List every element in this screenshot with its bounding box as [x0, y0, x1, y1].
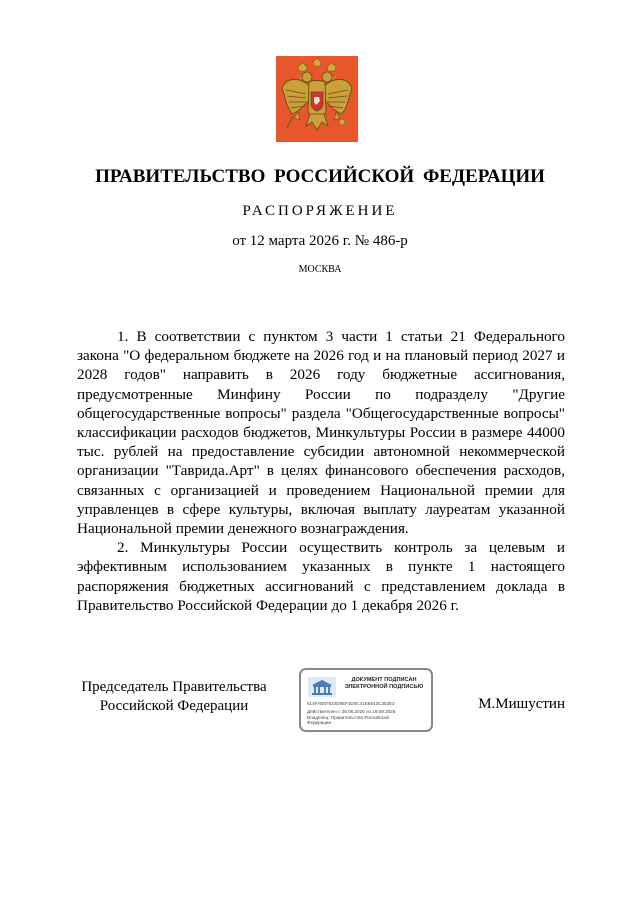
paragraph-2: 2. Минкультуры России осуществить контроль за целевым и эффективным использованием указанных в пункте 1 настоящего распоряжения бюджетных ассигнований с представлением доклада в Правительство Российской Федерации до 1 декабря 2026 г.	[77, 539, 565, 614]
government-title: ПРАВИТЕЛЬСТВО РОССИЙСКОЙ ФЕДЕРАЦИИ	[95, 166, 545, 187]
stamp-details	[307, 709, 429, 726]
coat-of-arms-emblem	[276, 56, 358, 142]
stamp-title-line-2: ЭЛЕКТРОННОЙ ПОДПИСЬЮ	[344, 684, 424, 690]
stamp-owner-line-2: Федерации	[307, 720, 332, 725]
stamp-title-line-1: ДОКУМЕНТ ПОДПИСАН	[351, 677, 417, 683]
document-type: РАСПОРЯЖЕНИЕ	[242, 203, 398, 219]
stamp-validity: Действителен с 26.06.2025 по 19.09.2026	[307, 709, 396, 714]
signatory-name: М.Мишустин	[478, 696, 565, 712]
stamp-owner-line-1: Владелец: Правительство Российской	[307, 714, 389, 720]
stamp-title	[339, 677, 429, 691]
signatory-position-line-2: Российской Федерации	[99, 698, 249, 714]
signatory-position	[74, 678, 274, 716]
document-date-number: от 12 марта 2026 г. № 486-р	[232, 233, 408, 249]
signatory-position-line-1: Председатель Правительства	[81, 679, 267, 695]
document-city: МОСКВА	[298, 264, 342, 275]
electronic-signature-stamp	[299, 668, 433, 732]
building-icon	[308, 677, 336, 697]
stamp-serial-number: 514FAB87810D9EF4D0C41E5543C303E3	[307, 701, 395, 706]
paragraph-1: 1. В соответствии с пунктом 3 части 1 статьи 21 Федерального закона "О федеральном бюджете на 2026 год и на плановый период 2027 и 2028 годов" направить в 2026 году бюджетные ассигнования, предусмотренные Минфину России по подразделу "Другие общегосударственные вопросы" раздела "Общегосударственные вопросы" классификации расходов бюджетов, Минкультуры России в размере 44000 тыс. рублей на предоставление субсидии автономной некоммерческой организации "Таврида.Арт" в целях финансового обеспечения расходов, связанных с организацией и проведением Национальной премии для управленцев в сфере культуры, включая выплату лауреатам указанной Национальной премии денежного вознаграждения.	[77, 328, 565, 538]
document-body	[77, 327, 565, 615]
